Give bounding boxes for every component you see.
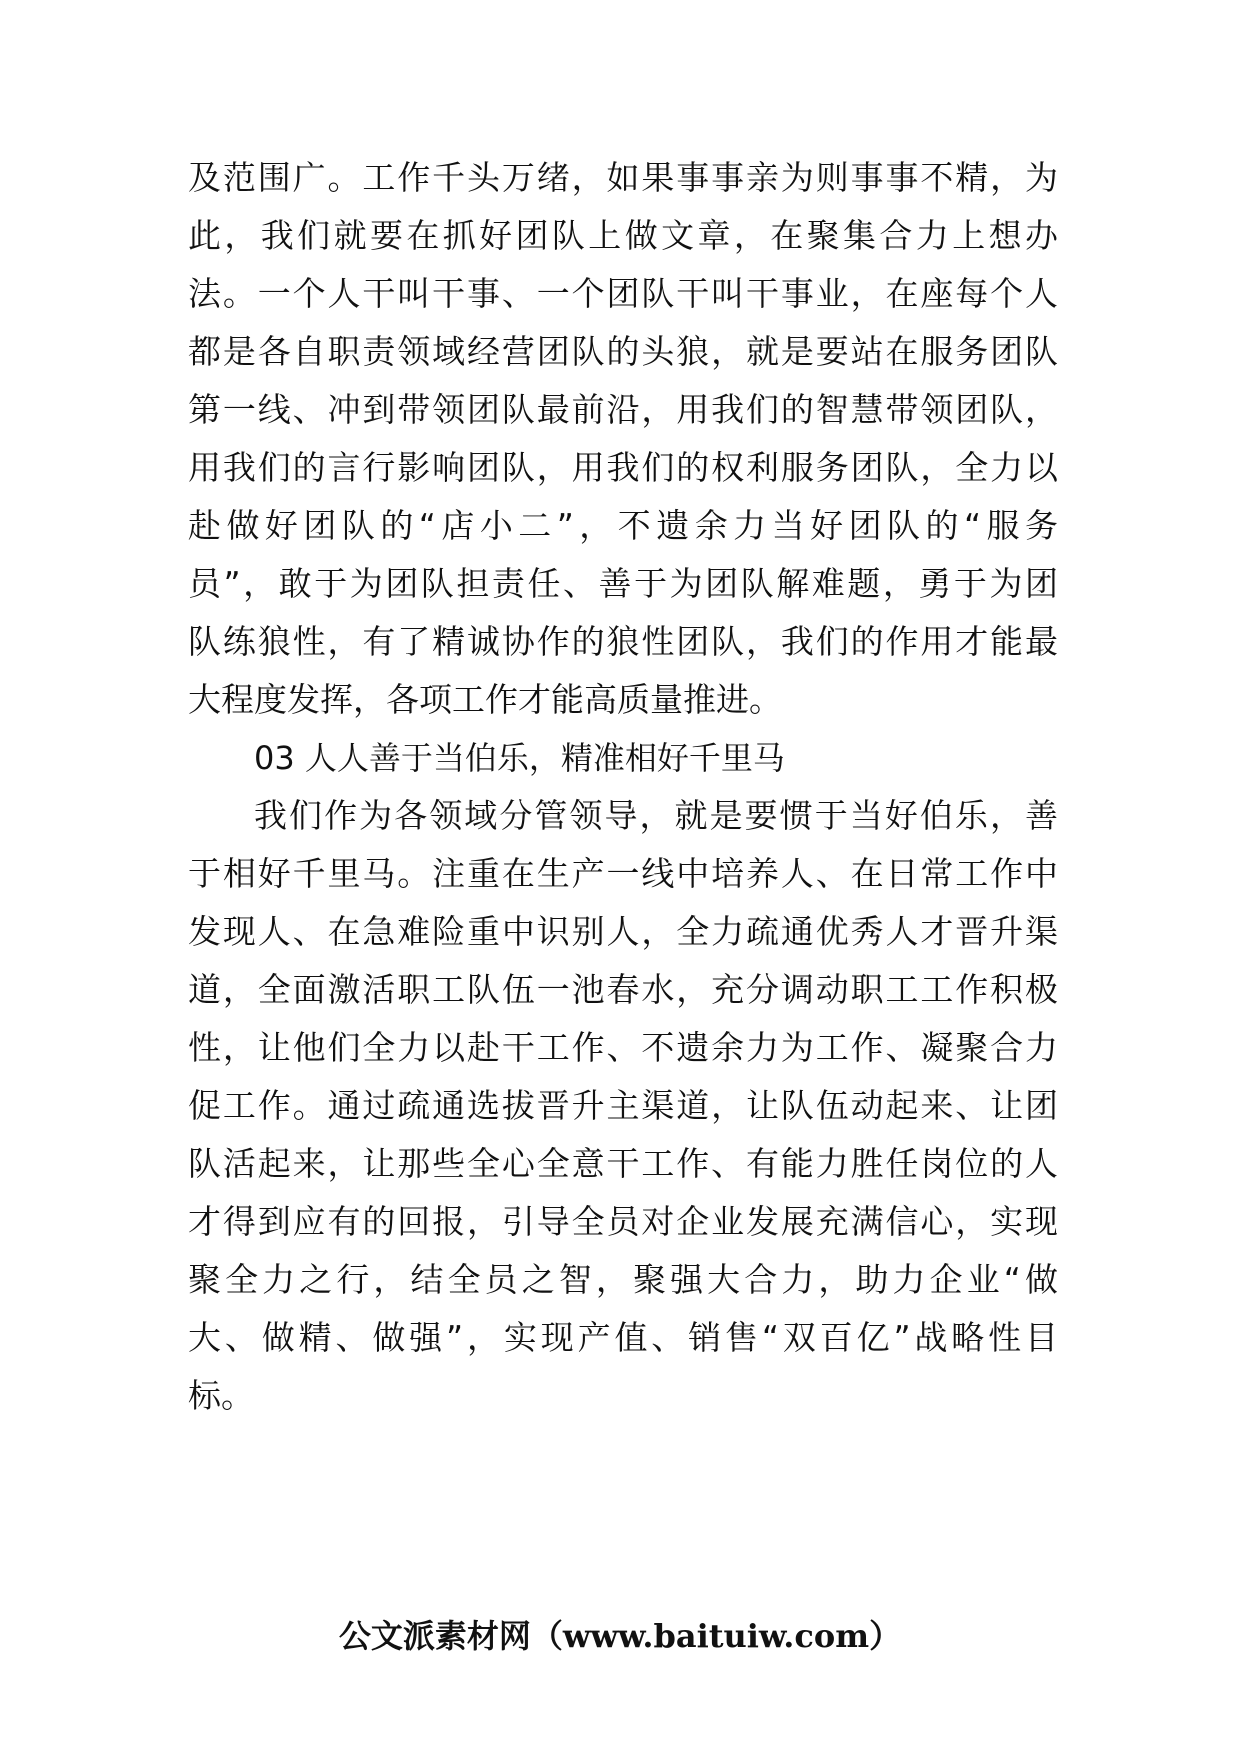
paragraph-line: 于相好千里马。注重在生产一线中培养人、在日常工作中 bbox=[188, 854, 1058, 893]
paragraph-line: 性，让他们全力以赴干工作、不遗余力为工作、凝聚合力 bbox=[188, 1028, 1058, 1067]
paragraph-line: 标。 bbox=[188, 1376, 254, 1415]
footer-source: 公文派素材网（www.baituiw.com） bbox=[338, 1617, 902, 1655]
paragraph-line: 都是各自职责领域经营团队的头狼，就是要站在服务团队 bbox=[188, 332, 1058, 371]
paragraph-line: 员”，敢于为团队担责任、善于为团队解难题，勇于为团 bbox=[188, 564, 1058, 603]
paragraph-line: 队活起来，让那些全心全意干工作、有能力胜任岗位的人 bbox=[188, 1144, 1058, 1183]
paragraph-line: 聚全力之行，结全员之智，聚强大合力，助力企业“做 bbox=[188, 1260, 1058, 1299]
paragraph-line: 促工作。通过疏通选拔晋升主渠道，让队伍动起来、让团 bbox=[188, 1086, 1058, 1125]
paragraph-line: 队练狼性，有了精诚协作的狼性团队，我们的作用才能最 bbox=[188, 622, 1058, 661]
section-heading: 03 人人善于当伯乐，精准相好千里马 bbox=[254, 739, 785, 777]
paragraph-line: 大、做精、做强”，实现产值、销售“双百亿”战略性目 bbox=[188, 1318, 1058, 1357]
paragraph-line: 发现人、在急难险重中识别人，全力疏通优秀人才晋升渠 bbox=[188, 912, 1058, 951]
paragraph-line: 大程度发挥，各项工作才能高质量推进。 bbox=[188, 680, 782, 719]
paragraph-line: 我们作为各领域分管领导，就是要惯于当好伯乐，善 bbox=[254, 796, 1058, 835]
paragraph-line: 道，全面激活职工队伍一池春水，充分调动职工工作积极 bbox=[188, 970, 1058, 1009]
paragraph-line: 用我们的言行影响团队，用我们的权利服务团队，全力以 bbox=[188, 448, 1058, 487]
paragraph-line: 才得到应有的回报，引导全员对企业发展充满信心，实现 bbox=[188, 1202, 1058, 1241]
paragraph-line: 法。一个人干叫干事、一个团队干叫干事业，在座每个人 bbox=[188, 274, 1058, 313]
paragraph-line: 赴做好团队的“店小二”，不遗余力当好团队的“服务 bbox=[188, 506, 1058, 545]
paragraph-line: 此，我们就要在抓好团队上做文章，在聚集合力上想办 bbox=[188, 216, 1058, 255]
paragraph-line: 及范围广。工作千头万绪，如果事事亲为则事事不精，为 bbox=[188, 158, 1058, 197]
paragraph-line: 第一线、冲到带领团队最前沿，用我们的智慧带领团队， bbox=[188, 390, 1058, 429]
